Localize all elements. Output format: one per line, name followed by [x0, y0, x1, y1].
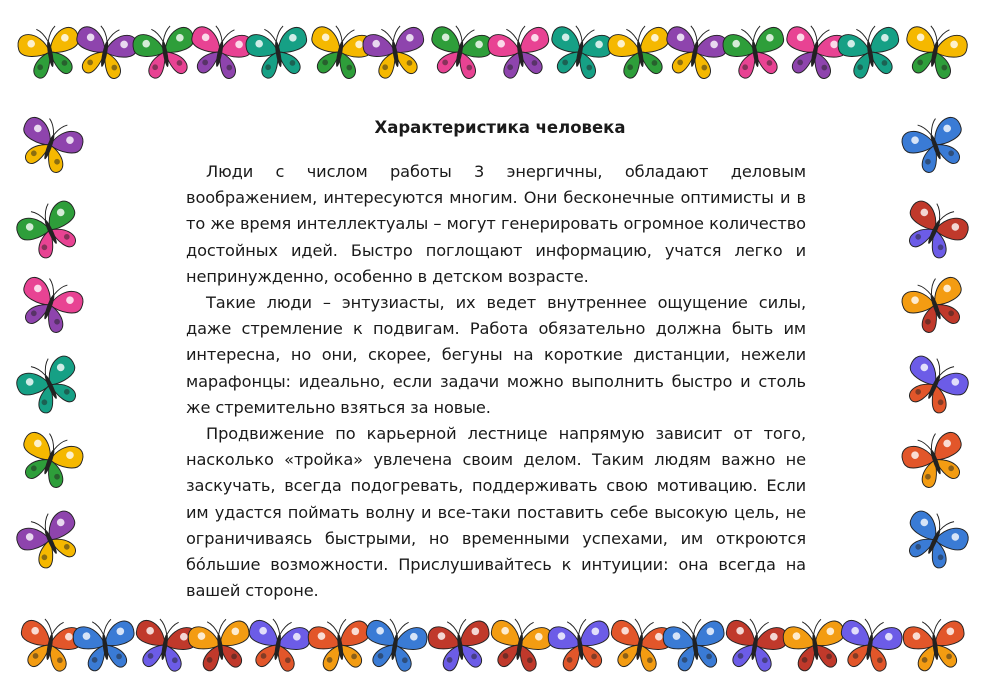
page-title: Характеристика человека: [374, 118, 626, 137]
butterfly-icon: [897, 505, 973, 575]
butterfly-icon: [71, 616, 138, 673]
butterfly-icon: [898, 426, 972, 493]
butterfly-icon: [12, 350, 88, 420]
paragraph-1: Люди с числом работы 3 энергичны, обладают деловым воображением, интересуются многим. Они бесконечные оптимисты и в то же время интеллектуалы – могут генерировать огромное количество достойных идей. Быстро поглощают информацию, учатся легко и непринужденно, особенно в детском возрасте.: [186, 162, 806, 286]
butterfly-icon: [486, 615, 555, 674]
butterfly-icon: [361, 615, 430, 674]
paragraph-3: Продвижение по карьерной лестнице напрямую зависит от того, насколько «тройка» увлечена своим делом. Таким людям важно не заскучать, всегда подогревать, поддерживать свою мотивацию. Если им удастся поймать волну и все-таки поставить себе высокую цель, не ограничиваясь быстрыми, но временными успехами, им откроются бóльшие возможности. Прислушивайтесь к интуиции: она всегда на вашей стороне.: [186, 424, 806, 601]
butterfly-icon: [12, 505, 88, 575]
butterfly-icon: [131, 22, 200, 81]
butterfly-icon: [13, 426, 87, 493]
butterfly-icon: [606, 615, 675, 674]
document-body: [186, 118, 806, 604]
butterfly-icon: [781, 616, 848, 673]
butterfly-icon: [16, 22, 85, 81]
butterfly-icon: [13, 271, 87, 338]
butterfly-icon: [898, 111, 972, 178]
butterfly-icon: [900, 21, 970, 81]
butterfly-icon: [361, 22, 430, 81]
butterfly-icon: [306, 616, 373, 673]
butterfly-icon: [244, 615, 313, 674]
butterfly-icon: [426, 616, 493, 673]
butterfly-icon: [186, 616, 253, 673]
butterfly-icon: [661, 616, 728, 673]
butterfly-icon: [897, 350, 973, 420]
butterfly-icon: [546, 616, 613, 673]
butterfly-icon: [897, 195, 973, 265]
butterfly-icon: [660, 21, 730, 81]
butterfly-icon: [185, 21, 255, 81]
butterfly-icon: [425, 21, 495, 81]
butterfly-icon: [721, 615, 790, 674]
butterfly-icon: [901, 616, 968, 673]
butterfly-icon: [131, 615, 200, 674]
butterfly-icon: [606, 22, 675, 81]
butterfly-icon: [898, 271, 972, 338]
butterfly-icon: [545, 21, 615, 81]
butterfly-icon: [244, 22, 313, 81]
butterfly-icon: [486, 22, 555, 81]
butterfly-icon: [16, 615, 85, 674]
paragraph-2: Такие люди – энтузиасты, их ведет внутреннее ощущение силы, даже стремление к подвигам. Работа обязательно должна быть им интересна, но они, скорее, бегуны на короткие дистанции, нежели марафонцы: идеально, если задачи можно выполнить быстро и столь же стремительно взяться за новые.: [186, 293, 806, 417]
butterfly-icon: [70, 21, 140, 81]
butterfly-icon: [721, 22, 790, 81]
butterfly-icon: [13, 111, 87, 178]
butterfly-icon: [836, 22, 905, 81]
butterfly-icon: [12, 195, 88, 265]
butterfly-icon: [836, 615, 905, 674]
